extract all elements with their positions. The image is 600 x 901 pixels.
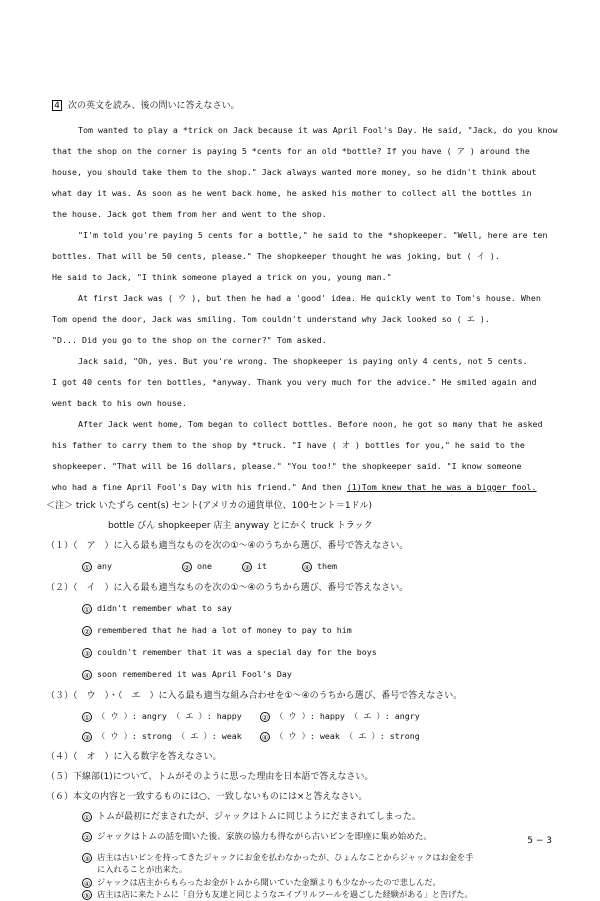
question-instruction: 次の英文を読み、後の問いに答えなさい。 (68, 101, 240, 111)
passage-line: went back to his own house. (52, 398, 187, 408)
q1-option: it (257, 561, 267, 571)
q1-options (82, 560, 337, 572)
q6-statement (82, 811, 421, 823)
passage-line: I got 40 cents for ten bottles, *anyway. Thank you very much for the advice." He smiled again and (52, 377, 537, 387)
option-number: ① (83, 713, 91, 722)
q6-statement-text: ジャックはトムの話を聞いた後、家族の協力も得ながら古いビンを即座に集め始めた。 (97, 832, 432, 842)
q3-option-row (82, 730, 420, 742)
q6-statement (82, 876, 441, 888)
q2-option: remembered that he had a lot of money to pay to him (97, 625, 352, 635)
q3-option: （ ウ ）: happy （ エ ）: angry (275, 711, 420, 721)
q3-option: （ ウ ）: angry （ エ ）: happy (97, 711, 242, 721)
passage-line: that the shop on the corner is paying 5 *cents for an old *bottle? If you have ( ア ) around the (52, 146, 530, 156)
option-number: ② (83, 627, 91, 636)
option-number: ④ (261, 733, 269, 742)
passage-line: shopkeeper. "That will be 16 dollars, please." "You too!" the shopkeeper said. "I know someone (52, 461, 522, 471)
q6-statement (82, 831, 432, 843)
option-number: ③ (83, 733, 91, 742)
q2-option: soon remembered it was April Fool's Day (97, 669, 292, 679)
notes-line-1: ＜注＞ trick いたずら cent(s) セント(アメリカの通貨単位、100セント＝1ドル) (46, 501, 373, 511)
q2-option-row (82, 602, 232, 614)
q2-option: didn't remember what to say (97, 603, 232, 613)
passage-line: At first Jack was ( ウ ), but then he had a 'good' idea. He quickly went to Tom's house. When (78, 293, 541, 303)
option-number: ② (183, 563, 191, 572)
passage-line: his father to carry them to the shop by *truck. "I have ( オ ) bottles for you," he said to the (52, 440, 525, 450)
q2-option-row (82, 646, 377, 658)
q6-statement-text: 店主は店に来たトムに「自分も友達と同じようなエイプリルフールを過ごした経験がある」と告げた。 (97, 889, 473, 899)
option-number: ③ (243, 563, 251, 572)
q1-prompt: （１）（ ア ）に入る最も適当なものを次の①～④のうちから選び、番号で答えなさい。 (46, 541, 409, 551)
passage-line: "D... Did you go to the shop on the corner?" Tom asked. (52, 335, 327, 345)
question-header (52, 100, 240, 112)
q1-option: them (317, 561, 337, 571)
q5-prompt: （５）下線部(1)について、トムがそのように思った理由を日本語で答えなさい。 (46, 772, 374, 782)
option-number: ② (83, 833, 91, 842)
option-number: ① (83, 813, 91, 822)
passage-line: house, you should take them to the shop." Jack always wanted more money, so he didn't think about (52, 167, 537, 177)
q6-statement-text: 店主は古いビンを持ってきたジャックにお金を払わなかったが、ひょんなことからジャックはお金を手 (97, 852, 474, 862)
passage-line: Tom wanted to play a *trick on Jack because it was April Fool's Day. He said, "Jack, do you know (78, 125, 558, 135)
passage-line: "I'm told you're paying 5 cents for a bottle," he said to the *shopkeeper. "Well, here are ten (78, 230, 548, 240)
q2-option-row (82, 668, 292, 680)
q6-statement (82, 851, 473, 863)
option-number: ② (261, 713, 269, 722)
q6-statement-text: トムが最初にだまされたが、ジャックはトムに同じようにだまされてしまった。 (97, 812, 421, 822)
q3-option: （ ウ ）: strong （ エ ）: weak (97, 731, 242, 741)
option-number: ⑤ (83, 891, 91, 900)
passage-line: the house. Jack got them from her and went to the shop. (52, 209, 327, 219)
notes-line-2: bottle びん shopkeeper 店主 anyway とにかく truck トラック (108, 521, 373, 531)
q4-prompt: （４）（ オ ）に入る数字を答えなさい。 (46, 752, 222, 762)
passage-text: who had a fine April Fool's Day with his friend." And then (52, 482, 347, 492)
option-number: ④ (303, 563, 311, 572)
q6-statement (82, 888, 473, 900)
option-number: ③ (83, 854, 91, 863)
option-number: ③ (83, 649, 91, 658)
option-number: ① (83, 563, 91, 572)
q3-option-row (82, 710, 420, 722)
q3-option: （ ウ ）: weak （ エ ）: strong (275, 731, 420, 741)
q3-prompt: （３）（ ウ ）・（ エ ）に入る最も適当な組み合わせを①～④のうちから選び、番号で答えなさい。 (46, 691, 463, 701)
passage-line-last (52, 481, 537, 493)
q6-statement-continued: に入れることが出来た。 (97, 864, 188, 874)
option-number: ④ (83, 879, 91, 888)
passage-line: After Jack went home, Tom began to collect bottles. Before noon, he got so many that he asked (78, 419, 543, 429)
passage-line: bottles. That will be 50 cents, please." The shopkeeper thought he was joking, but ( イ ). (52, 251, 500, 261)
q2-option: couldn't remember that it was a special day for the boys (97, 647, 377, 657)
option-number: ④ (83, 671, 91, 680)
q6-statement-text: ジャックは店主からもらったお金がトムから聞いていた金額よりも少なかったので悲しんだ。 (97, 877, 441, 887)
question-number-box: 4 (52, 100, 62, 111)
passage-line: Tom opend the door, Jack was smiling. Tom couldn't understand why Jack looked so ( エ ). (52, 314, 490, 324)
page-number: 5 − 3 (527, 836, 552, 846)
option-number: ① (83, 605, 91, 614)
q6-prompt: （６）本文の内容と一致するものには○、一致しないものには×と答えなさい。 (46, 792, 368, 802)
passage-line: what day it was. As soon as he went back home, he asked his mother to collect all the bottles in (52, 188, 532, 198)
passage-line: Jack said, "Oh, yes. But you're wrong. The shopkeeper is paying only 4 cents, not 5 cents. (78, 356, 528, 366)
q2-option-row (82, 624, 352, 636)
passage-line: He said to Jack, "I think someone played a trick on you, young man." (52, 272, 392, 282)
q1-option: any (97, 561, 112, 571)
q1-option: one (197, 561, 212, 571)
underlined-sentence: (1)Tom knew that he was a bigger fool. (346, 482, 537, 492)
q2-prompt: （２）（ イ ）に入る最も適当なものを次の①～④のうちから選び、番号で答えなさい。 (46, 583, 409, 593)
